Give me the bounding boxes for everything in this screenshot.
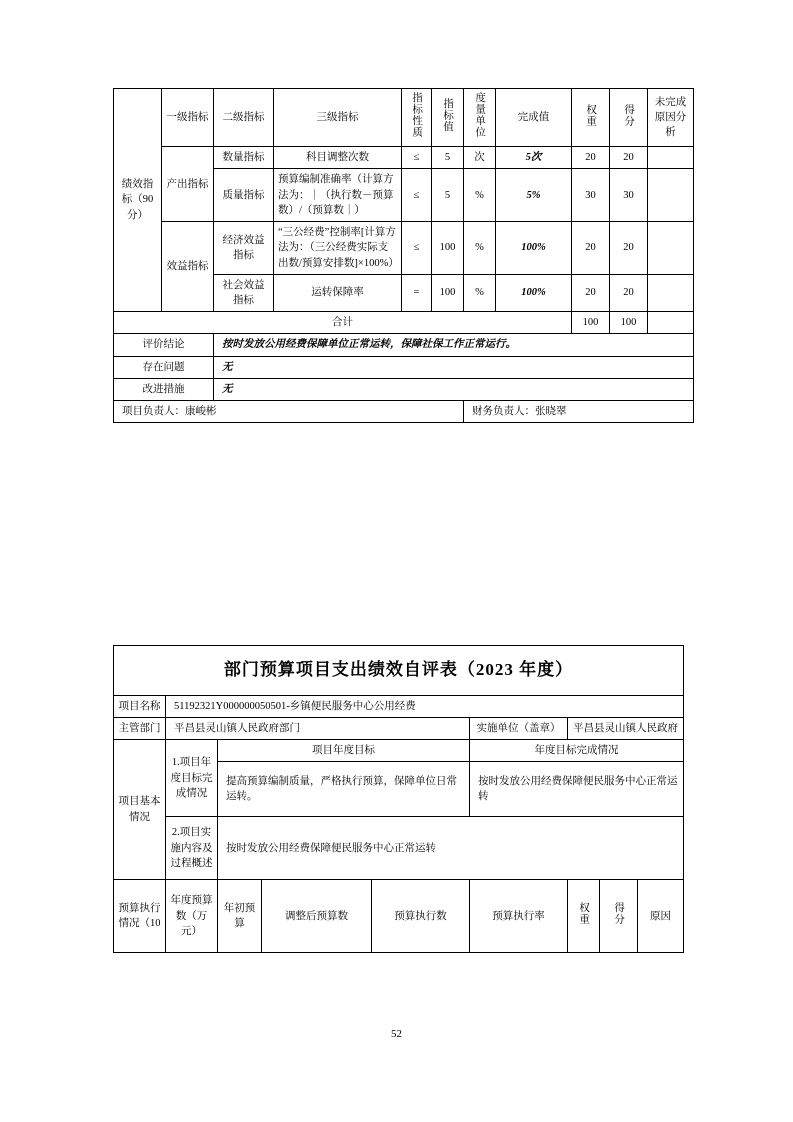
evaluation-row — [114, 334, 694, 356]
page-title: 部门预算项目支出绩效自评表（2023 年度） — [114, 646, 684, 696]
row1-goal: 提高预算编制质量，严格执行预算，保障单位日常运转。 — [218, 762, 470, 817]
problem-text: 无 — [214, 356, 694, 378]
table-row — [114, 147, 694, 169]
cell-nature-2: ≤ — [402, 222, 432, 275]
header-unit — [464, 89, 496, 147]
total-score: 100 — [610, 312, 648, 334]
cell-level1-output: 产出指标 — [162, 147, 214, 222]
cell-level2-economic: 经济效益指标 — [214, 222, 274, 275]
basic-label: 项目基本情况 — [114, 740, 166, 880]
header-reason: 未完成原因分析 — [648, 89, 694, 147]
row-label-performance — [114, 89, 162, 312]
cell-weight-1: 30 — [572, 169, 610, 222]
cell-completed-3: 100% — [496, 274, 572, 311]
cell-score-3: 20 — [610, 274, 648, 311]
total-label: 合计 — [114, 312, 572, 334]
dept-label: 主管部门 — [114, 717, 166, 739]
problem-label: 存在问题 — [114, 356, 214, 378]
cell-score-1: 30 — [610, 169, 648, 222]
header-value-text: 指标值 — [442, 97, 454, 133]
cell-unit-0: 次 — [464, 147, 496, 169]
cell-level3-2: “三公经费”控制率[计算方法为：（三公经费实际支出数/预算安排数]×100%） — [274, 222, 402, 275]
budget-adjusted: 调整后预算数 — [262, 880, 372, 953]
header-score-text: 得分 — [623, 103, 635, 127]
header-value — [432, 89, 464, 147]
budget-initial: 年初预算 — [218, 880, 262, 953]
project-name-row — [114, 695, 684, 717]
header-unit-text: 度量单位 — [474, 92, 486, 138]
row1-col1: 项目年度目标 — [218, 740, 470, 762]
cell-value-2: 100 — [432, 222, 464, 275]
basic-process-row — [114, 817, 684, 880]
finance-owner: 财务负责人：张晓翠 — [464, 401, 694, 423]
title-row — [114, 646, 684, 696]
cell-level3-1: 预算编制准确率（计算方法为：｜（执行数－预算数）/（预算数｜） — [274, 169, 402, 222]
improve-label: 改进措施 — [114, 378, 214, 400]
row1-col2: 年度目标完成情况 — [470, 740, 684, 762]
cell-reason-3 — [648, 274, 694, 311]
header-weight-text: 权重 — [585, 103, 597, 127]
header-score — [610, 89, 648, 147]
budget-rate: 预算执行率 — [470, 880, 568, 953]
improve-text: 无 — [214, 378, 694, 400]
cell-completed-1: 5% — [496, 169, 572, 222]
budget-weight — [568, 880, 600, 953]
row-label-performance-text: 绩效指标（90分） — [121, 179, 154, 221]
cell-level2-quantity: 数量指标 — [214, 147, 274, 169]
cell-weight-0: 20 — [572, 147, 610, 169]
row1-result: 按时发放公用经费保障便民服务中心正常运转 — [470, 762, 684, 817]
cell-level1-benefit: 效益指标 — [162, 222, 214, 312]
cell-weight-2: 20 — [572, 222, 610, 275]
cell-nature-3: = — [402, 274, 432, 311]
total-reason — [648, 312, 694, 334]
budget-header-row — [114, 880, 684, 953]
cell-value-1: 5 — [432, 169, 464, 222]
cell-value-0: 5 — [432, 147, 464, 169]
cell-reason-1 — [648, 169, 694, 222]
self-evaluation-table — [113, 645, 684, 953]
cell-score-2: 20 — [610, 222, 648, 275]
table-header-row — [114, 89, 694, 147]
performance-indicator-table — [113, 88, 694, 423]
cell-level3-0: 科目调整次数 — [274, 147, 402, 169]
cell-weight-3: 20 — [572, 274, 610, 311]
budget-reason: 原因 — [638, 880, 684, 953]
header-completed: 完成值 — [496, 89, 572, 147]
cell-reason-2 — [648, 222, 694, 275]
header-level2: 二级指标 — [214, 89, 274, 147]
project-name-label: 项目名称 — [114, 695, 166, 717]
budget-executed: 预算执行数 — [372, 880, 470, 953]
cell-level2-quality: 质量指标 — [214, 169, 274, 222]
budget-label: 预算执行情况（10 — [114, 880, 166, 953]
cell-value-3: 100 — [432, 274, 464, 311]
cell-completed-0: 5次 — [496, 147, 572, 169]
evaluation-text: 按时发放公用经费保障单位正常运转，保障社保工作正常运行。 — [214, 334, 694, 356]
project-owner: 项目负责人：康峻彬 — [114, 401, 464, 423]
header-level3: 三级指标 — [274, 89, 402, 147]
dept-value: 平昌县灵山镇人民政府部门 — [166, 717, 470, 739]
budget-score-text: 得分 — [613, 902, 625, 926]
cell-level2-social: 社会效益指标 — [214, 274, 274, 311]
cell-unit-1: % — [464, 169, 496, 222]
header-nature-text: 指标性质 — [411, 92, 423, 138]
performance-indicator-table-container — [113, 88, 687, 423]
budget-year-budget: 年度预算数（万元） — [166, 880, 218, 953]
evaluation-label: 评价结论 — [114, 334, 214, 356]
header-weight — [572, 89, 610, 147]
budget-weight-text: 权重 — [578, 902, 590, 926]
page-number: 52 — [391, 1028, 402, 1040]
cell-nature-1: ≤ — [402, 169, 432, 222]
cell-completed-2: 100% — [496, 222, 572, 275]
row2-label: 2.项目实施内容及过程概述 — [166, 817, 218, 880]
basic-header-row — [114, 740, 684, 762]
cell-reason-0 — [648, 147, 694, 169]
table-row — [114, 222, 694, 275]
impl-unit-label: 实施单位（盖章） — [470, 717, 568, 739]
row1-label: 1.项目年度目标完成情况 — [166, 740, 218, 817]
impl-unit-value: 平昌县灵山镇人民政府 — [568, 717, 684, 739]
signature-row — [114, 401, 694, 423]
cell-unit-3: % — [464, 274, 496, 311]
cell-unit-2: % — [464, 222, 496, 275]
header-level1: 一级指标 — [162, 89, 214, 147]
total-weight: 100 — [572, 312, 610, 334]
header-nature — [402, 89, 432, 147]
row2-text: 按时发放公用经费保障便民服务中心正常运转 — [218, 817, 684, 880]
cell-score-0: 20 — [610, 147, 648, 169]
improve-row — [114, 378, 694, 400]
cell-level3-3: 运转保障率 — [274, 274, 402, 311]
budget-score — [600, 880, 638, 953]
cell-nature-0: ≤ — [402, 147, 432, 169]
project-name-value: 51192321Y000000050501-乡镇便民服务中心公用经费 — [166, 695, 684, 717]
dept-row — [114, 717, 684, 739]
problem-row — [114, 356, 694, 378]
total-row — [114, 312, 694, 334]
self-evaluation-table-container — [113, 645, 683, 953]
